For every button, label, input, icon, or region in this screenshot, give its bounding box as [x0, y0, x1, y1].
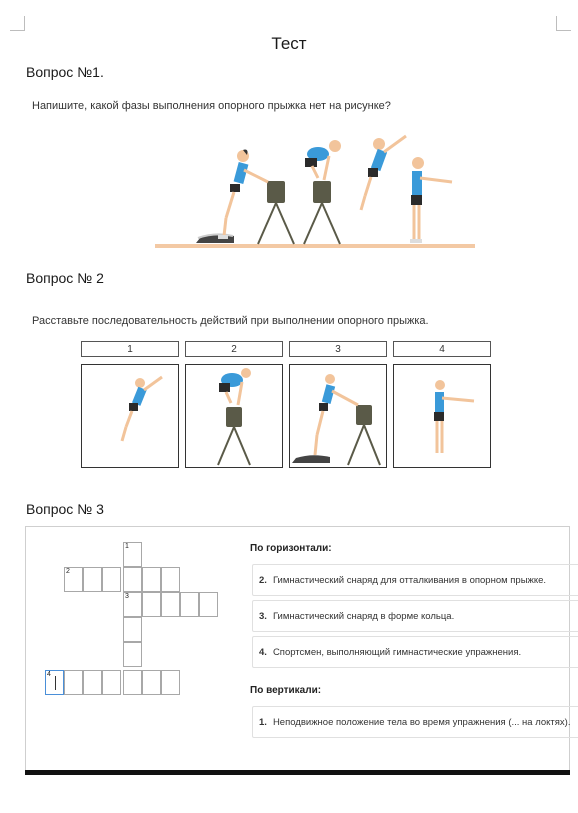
athlete-flight-figure — [361, 136, 406, 210]
vaulting-horse-icon — [304, 181, 340, 244]
order-number-box[interactable]: 1 — [81, 341, 179, 357]
clue-across-3[interactable] — [252, 600, 578, 632]
athlete-support-figure — [186, 365, 282, 467]
question-3-heading: Вопрос № 3 — [26, 501, 104, 517]
phase-picture-flight[interactable] — [81, 364, 179, 468]
crossword-cell[interactable] — [161, 670, 180, 695]
clue-number: 2. — [259, 574, 267, 586]
athlete-takeoff-figure — [218, 150, 268, 239]
athlete-flight-figure — [82, 365, 178, 467]
crossword-cell[interactable] — [180, 592, 199, 617]
crossword-cell[interactable] — [83, 567, 102, 592]
crossword-cell[interactable] — [142, 670, 161, 695]
question-1-heading: Вопрос №1. — [26, 64, 104, 80]
phase-picture-landing[interactable] — [393, 364, 491, 468]
order-number-box[interactable]: 4 — [393, 341, 491, 357]
text-caret — [55, 676, 56, 690]
athlete-support-figure — [305, 140, 341, 180]
vaulting-horse-icon — [258, 181, 294, 244]
crossword-cell[interactable] — [123, 617, 142, 642]
athlete-landing-figure — [410, 157, 452, 243]
crossword-cell[interactable] — [161, 567, 180, 592]
crossword-cell[interactable] — [123, 642, 142, 667]
crossword-cell[interactable] — [83, 670, 102, 695]
clue-text: Гимнастический снаряд в форме кольца. — [272, 610, 455, 622]
clue-across-2[interactable] — [252, 564, 578, 596]
crossword-cell[interactable] — [102, 567, 121, 592]
across-clues-title: По горизонтали: — [250, 543, 332, 554]
phase-picture-support[interactable] — [185, 364, 283, 468]
athlete-landing-figure — [394, 365, 490, 467]
athlete-takeoff-figure — [290, 365, 386, 467]
crossword-cell[interactable] — [102, 670, 121, 695]
clue-number: 4. — [259, 646, 267, 658]
crossword-cell[interactable]: 1 — [123, 542, 142, 567]
crossword-cell[interactable]: 2 — [64, 567, 83, 592]
crossword-cell[interactable] — [142, 592, 161, 617]
clue-across-4[interactable] — [252, 636, 578, 668]
clue-text: Спортсмен, выполняющий гимнастические упражнения. — [272, 646, 522, 658]
question-2-heading: Вопрос № 2 — [26, 270, 104, 286]
crossword-cell[interactable] — [123, 670, 142, 695]
document-title: Тест — [271, 34, 307, 53]
floor-line — [155, 244, 475, 248]
phase-picture-takeoff[interactable] — [289, 364, 387, 468]
crossword-panel — [25, 526, 570, 772]
order-number-box[interactable]: 3 — [289, 341, 387, 357]
clue-text: Гимнастический снаряд для отталкивания в опорном прыжке. — [272, 574, 547, 586]
crossword-cell[interactable] — [64, 670, 83, 695]
clue-text: Неподвижное положение тела во время упражнения (... на локтях). — [272, 716, 571, 728]
crossword-cell[interactable] — [123, 567, 142, 592]
crossword-cell-active[interactable]: 4 — [45, 670, 64, 695]
clue-number: 3. — [259, 610, 267, 622]
vault-phases-illustration — [0, 0, 578, 260]
crossword-cell[interactable]: 3 — [123, 592, 142, 617]
down-clues-title: По вертикали: — [250, 685, 322, 696]
crossword-cell[interactable] — [142, 567, 161, 592]
clue-number: 1. — [259, 716, 267, 728]
crossword-cell[interactable] — [161, 592, 180, 617]
question-2-text: Расставьте последовательность действий при выполнении опорного прыжка. — [32, 315, 429, 327]
crossword-cell[interactable] — [199, 592, 218, 617]
order-number-box[interactable]: 2 — [185, 341, 283, 357]
clue-down-1[interactable] — [252, 706, 578, 738]
question-1-text: Напишите, какой фазы выполнения опорного прыжка нет на рисунке? — [32, 100, 391, 112]
bottom-divider-bar — [25, 770, 570, 775]
